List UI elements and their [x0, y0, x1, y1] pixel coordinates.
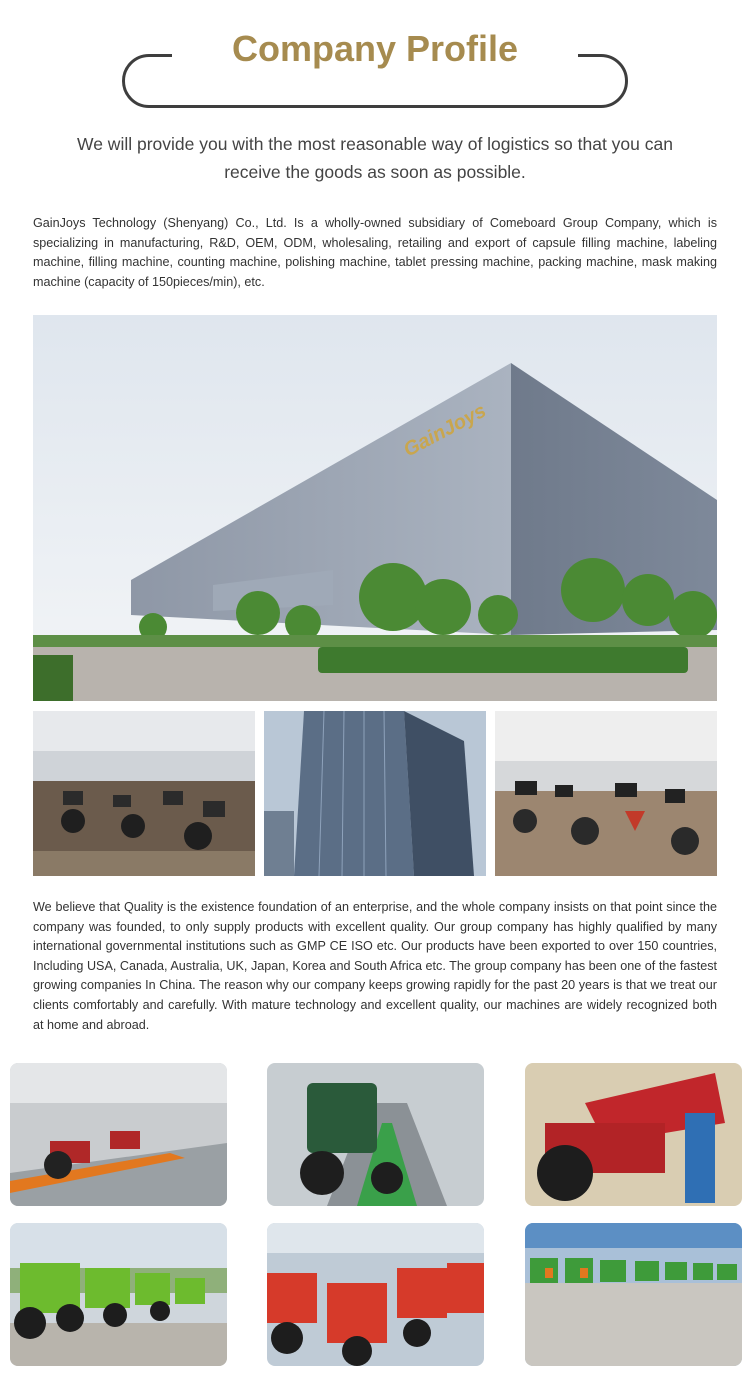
assembly-line-photo-1 — [10, 1063, 227, 1206]
office-photo-2 — [495, 711, 717, 876]
quality-paragraph: We believe that Quality is the existence foundation of an enterprise, and the whole company insists on that point since the company was founded, to only supply products with excellent quality. Our group company has highly qualified by many international governmental institutions such as GMP CE ISO etc. Our products have been exported to over 150 countries, Including USA, Canada, Australia, UK, Japan, Korea and South Africa etc. The group company has been one of the fastest growing companies In China. The reason why our company keeps growing rapidly for the past 20 years is that we treat our clients comfortably and carefully. With mature technology and excellent quality, our machines are widely recognized both at home and abroad. — [33, 900, 717, 1032]
page-title: Company Profile — [231, 28, 519, 69]
intro-paragraph: GainJoys Technology (Shenyang) Co., Ltd. Is a wholly-owned subsidiary of Comeboard Group Company, which is specializing in manufacturing, R&D, OEM, ODM, wholesaling, retailing and export of capsule filling machine, labeling machine, filling machine, counting machine, polishing machine, tablet pressing machine, packing machine, mask making machine (capacity of 150pieces/min), etc. — [33, 216, 717, 289]
tractor-yard-photo — [525, 1223, 742, 1366]
green-tractors-photo — [10, 1223, 227, 1366]
factory-building-photo — [33, 315, 717, 701]
office-tower-photo — [264, 711, 486, 876]
tractor-service-photo — [525, 1063, 742, 1206]
assembly-line-photo-2 — [267, 1063, 484, 1206]
building-sign: GainJoys — [400, 399, 490, 462]
office-photo-1 — [33, 711, 255, 876]
page-subtitle: We will provide you with the most reasonable way of logistics so that you can receive the goods as soon as possible. — [77, 134, 673, 182]
red-tractors-photo — [267, 1223, 484, 1366]
